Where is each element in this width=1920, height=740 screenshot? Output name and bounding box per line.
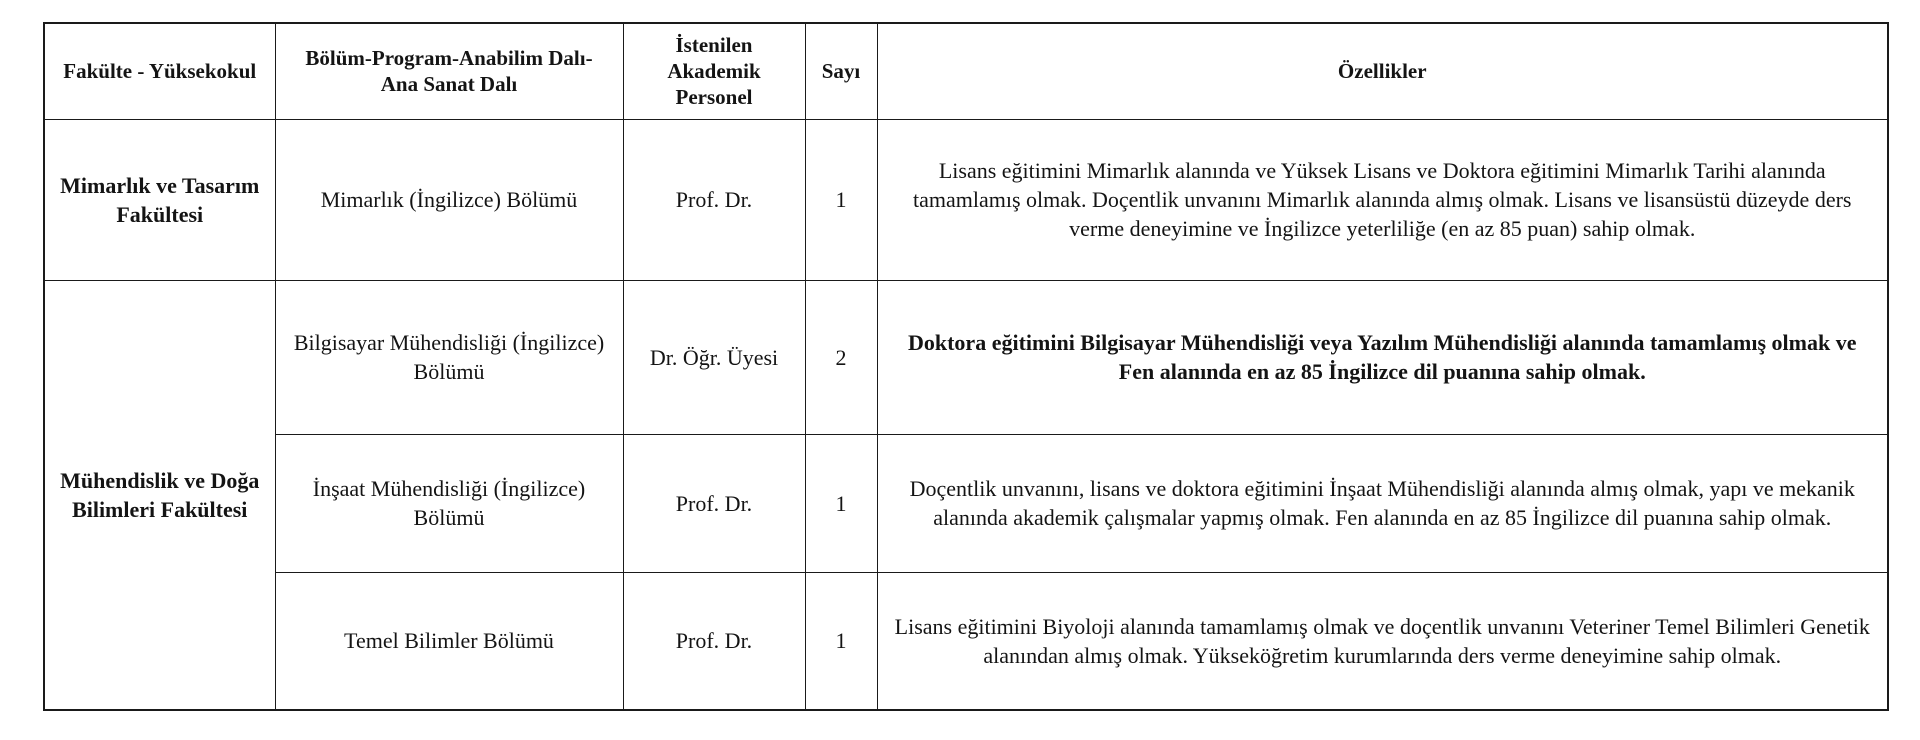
academic-positions-table (43, 22, 1889, 711)
header-row (44, 23, 1888, 119)
features-cell: Lisans eğitimini Mimarlık alanında ve Yüksek Lisans ve Doktora eğitimini Mimarlık Tarihi alanında tamamlamış olmak. Doçentlik unvanını Mimarlık alanında almış olmak. Lisans ve lisansüstü düzeyde ders verme deneyimine ve İngilizce yeterliliğe (en az 85 puan) sahip olmak. (877, 119, 1888, 280)
count-cell: 1 (805, 434, 877, 572)
table-row (44, 434, 1888, 572)
features-cell: Doçentlik unvanını, lisans ve doktora eğitimini İnşaat Mühendisliği alanında almış olmak, yapı ve mekanik alanında akademik çalışmalar yapmış olmak. Fen alanında en az 85 İngilizce dil puanına sahip olmak. (877, 434, 1888, 572)
faculty-cell: Mühendislik ve Doğa Bilimleri Fakültesi (44, 280, 275, 710)
header-requested-staff: İstenilen Akademik Personel (623, 23, 805, 119)
department-cell: Mimarlık (İngilizce) Bölümü (275, 119, 623, 280)
staff-cell: Prof. Dr. (623, 434, 805, 572)
count-cell: 1 (805, 119, 877, 280)
table-row (44, 119, 1888, 280)
table-header (44, 23, 1888, 119)
table-row (44, 572, 1888, 710)
header-department: Bölüm-Program-Anabilim Dalı-Ana Sanat Dalı (275, 23, 623, 119)
count-cell: 1 (805, 572, 877, 710)
department-cell: Bilgisayar Mühendisliği (İngilizce) Bölümü (275, 280, 623, 434)
staff-cell: Prof. Dr. (623, 119, 805, 280)
department-cell: Temel Bilimler Bölümü (275, 572, 623, 710)
features-cell: Doktora eğitimini Bilgisayar Mühendisliği veya Yazılım Mühendisliği alanında tamamlamış olmak ve Fen alanında en az 85 İngilizce dil puanına sahip olmak. (877, 280, 1888, 434)
header-faculty: Fakülte - Yüksekokul (44, 23, 275, 119)
features-cell: Lisans eğitimini Biyoloji alanında tamamlamış olmak ve doçentlik unvanını Veteriner Temel Bilimleri Genetik alanından almış olmak. Yükseköğretim kurumlarında ders verme deneyimine sahip olmak. (877, 572, 1888, 710)
department-cell: İnşaat Mühendisliği (İngilizce) Bölümü (275, 434, 623, 572)
faculty-cell: Mimarlık ve Tasarım Fakültesi (44, 119, 275, 280)
staff-cell: Dr. Öğr. Üyesi (623, 280, 805, 434)
count-cell: 2 (805, 280, 877, 434)
table-body (44, 119, 1888, 710)
header-count: Sayı (805, 23, 877, 119)
table-row (44, 280, 1888, 434)
header-features: Özellikler (877, 23, 1888, 119)
staff-cell: Prof. Dr. (623, 572, 805, 710)
